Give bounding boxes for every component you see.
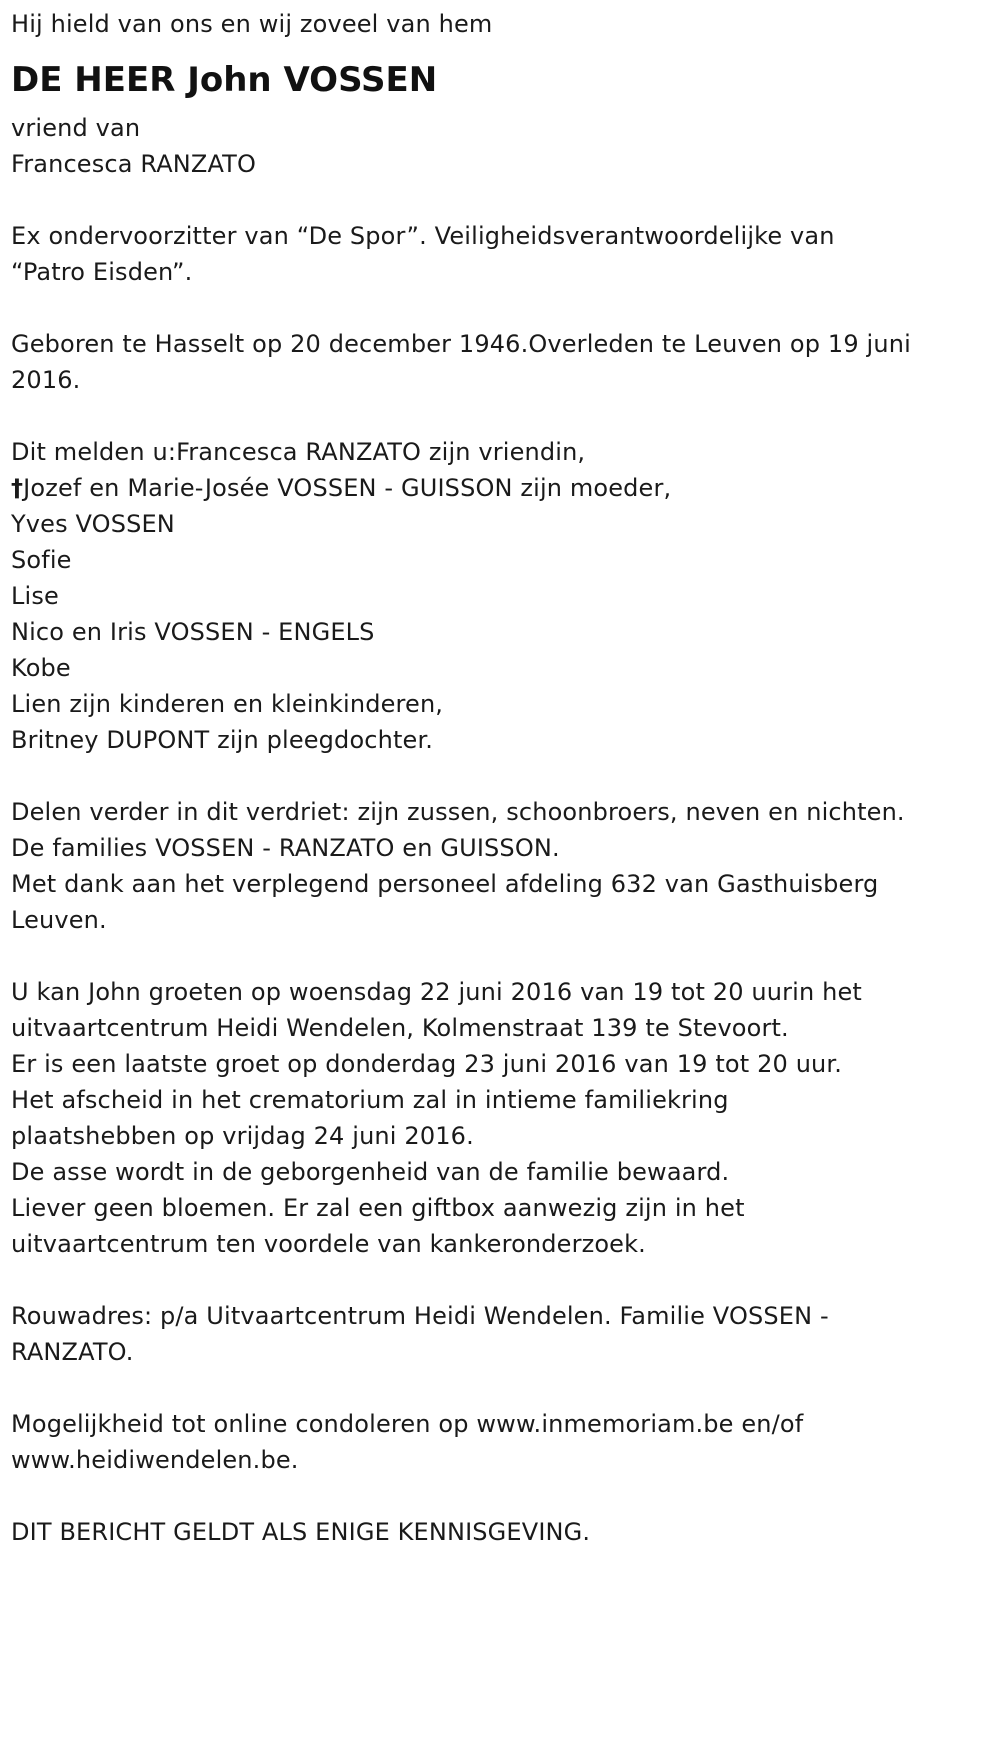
spacer [11, 1262, 990, 1298]
deceased-name: DE HEER John VOSSEN [11, 60, 438, 100]
family-member: Sofie [11, 546, 72, 574]
ceremony-line: U kan John groeten op woensdag 22 juni 2016 van 19 tot 20 uurin het [11, 978, 862, 1006]
ceremony-line: plaatshebben op vrijdag 24 juni 2016. [11, 1122, 474, 1150]
address-line: RANZATO. [11, 1338, 134, 1366]
address-line: Rouwadres: p/a Uitvaartcentrum Heidi Wendelen. Familie VOSSEN - [11, 1302, 829, 1330]
grief-line: Met dank aan het verplegend personeel afdeling 632 van Gasthuisberg [11, 870, 879, 898]
family-member: Lien zijn kinderen en kleinkinderen, [11, 690, 444, 718]
spacer [11, 758, 990, 794]
spacer [11, 182, 990, 218]
closing-line: DIT BERICHT GELDT ALS ENIGE KENNISGEVING. [11, 1518, 591, 1546]
ceremony-line: Er is een laatste groet op donderdag 23 juni 2016 van 19 tot 20 uur. [11, 1050, 843, 1078]
spacer [11, 1478, 990, 1514]
birth-death-line: 2016. [11, 366, 81, 394]
opening-line: Hij hield van ons en wij zoveel van hem [11, 10, 493, 38]
announcers-mother [11, 470, 990, 506]
family-member: Britney DUPONT zijn pleegdochter. [11, 726, 434, 754]
partner-name: Francesca RANZATO [11, 150, 257, 178]
family-member: Nico en Iris VOSSEN - ENGELS [11, 618, 375, 646]
announcers-intro: Dit melden u:Francesca RANZATO zijn vriendin, [11, 438, 586, 466]
roles-line: “Patro Eisden”. [11, 258, 193, 286]
online-line: Mogelijkheid tot online condoleren op www.inmemoriam.be en/of [11, 1410, 804, 1438]
family-member: Kobe [11, 654, 71, 682]
grief-line: Delen verder in dit verdriet: zijn zussen, schoonbroers, neven en nichten. [11, 798, 905, 826]
online-line: www.heidiwendelen.be. [11, 1446, 299, 1474]
family-member: Yves VOSSEN [11, 510, 175, 538]
roles-line: Ex ondervoorzitter van “De Spor”. Veiligheidsverantwoordelijke van [11, 222, 835, 250]
grief-line: Leuven. [11, 906, 107, 934]
ceremony-line: Het afscheid in het crematorium zal in intieme familiekring [11, 1086, 729, 1114]
ceremony-line: uitvaartcentrum ten voordele van kankeronderzoek. [11, 1230, 646, 1258]
ceremony-line: Liever geen bloemen. Er zal een giftbox aanwezig zijn in het [11, 1194, 745, 1222]
birth-death-line: Geboren te Hasselt op 20 december 1946.Overleden te Leuven op 19 juni [11, 330, 911, 358]
spacer [11, 938, 990, 974]
spacer [11, 1370, 990, 1406]
ceremony-line: De asse wordt in de geborgenheid van de familie bewaard. [11, 1158, 730, 1186]
family-member: Lise [11, 582, 59, 610]
cross-icon: † [11, 474, 24, 502]
relation-line: vriend van [11, 114, 141, 142]
spacer [11, 398, 990, 434]
ceremony-line: uitvaartcentrum Heidi Wendelen, Kolmenstraat 139 te Stevoort. [11, 1014, 789, 1042]
mother-text: Jozef en Marie-Josée VOSSEN - GUISSON zijn moeder, [23, 474, 672, 502]
grief-line: De families VOSSEN - RANZATO en GUISSON. [11, 834, 560, 862]
spacer [11, 290, 990, 326]
